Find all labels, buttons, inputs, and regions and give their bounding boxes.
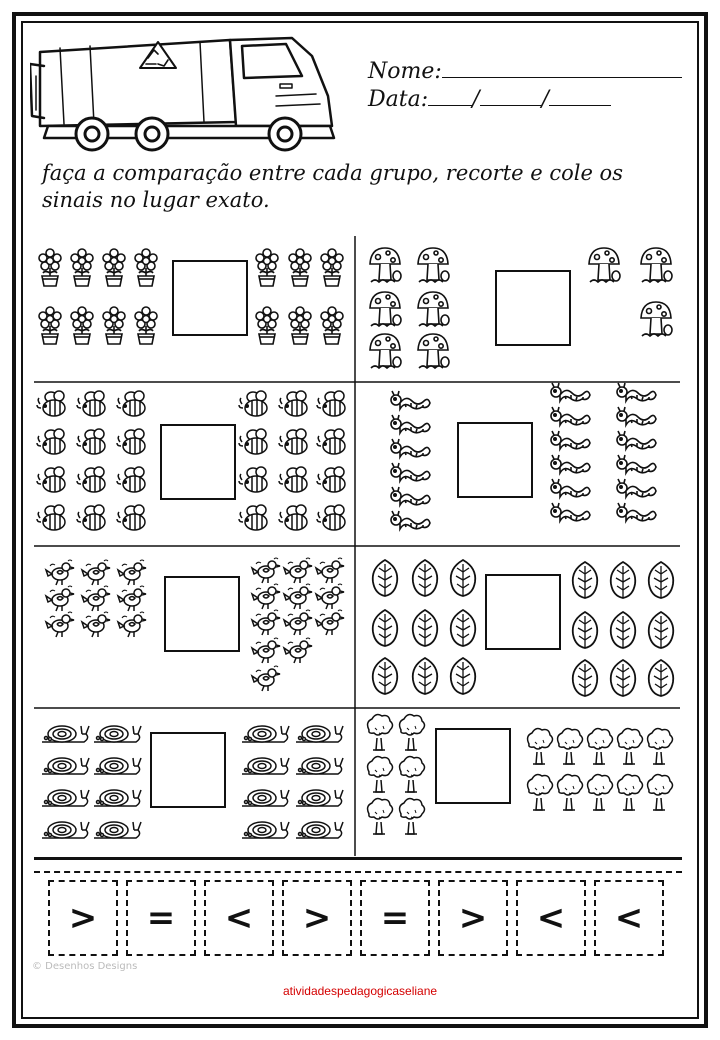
flower-pot-icons-left	[34, 236, 164, 366]
sign-symbol: <	[536, 898, 566, 938]
group-4-caterpillars	[355, 382, 680, 546]
tree-icons-right	[519, 708, 679, 856]
leaf-icons-left	[355, 546, 485, 708]
group-8-trees	[355, 708, 680, 856]
flower-pot-icons-right	[250, 236, 360, 366]
snail-icons-left	[34, 708, 146, 856]
answer-box-5[interactable]	[164, 576, 240, 652]
cutout-separator-line	[34, 857, 682, 860]
cut-line-dashed	[34, 871, 682, 873]
group-7-snails	[34, 708, 355, 856]
bee-icons-right	[236, 382, 356, 546]
cutout-sign-7[interactable]	[516, 880, 586, 956]
answer-box-6[interactable]	[485, 574, 561, 650]
group-5-birds	[34, 546, 355, 708]
cutout-sign-1[interactable]	[48, 880, 118, 956]
answer-box-8[interactable]	[435, 728, 511, 804]
cutout-sign-6[interactable]	[438, 880, 508, 956]
date-separator-2: /	[541, 87, 549, 112]
name-field[interactable]	[368, 58, 682, 86]
answer-box-2[interactable]	[495, 270, 571, 346]
sign-symbol: >	[68, 898, 98, 938]
watermark-text: atividadespedagogicaseliane	[282, 984, 438, 998]
student-info-fields	[368, 58, 682, 114]
date-month-blank[interactable]	[480, 87, 542, 106]
illustration-credit: © Desenhos Designs	[32, 961, 138, 972]
sign-symbol: <	[614, 898, 644, 938]
sign-symbol: =	[380, 898, 410, 938]
cutout-sign-5[interactable]	[360, 880, 430, 956]
instructions-text: faça a comparação entre cada grupo, recorte e cole os sinais no lugar exato.	[42, 161, 623, 212]
cutout-sign-4[interactable]	[282, 880, 352, 956]
sign-symbol: >	[302, 898, 332, 938]
date-separator-1: /	[472, 87, 480, 112]
cutout-sign-3[interactable]	[204, 880, 274, 956]
date-label: Data:	[368, 87, 429, 112]
name-label: Nome:	[368, 59, 442, 84]
caterpillar-icons-left	[355, 382, 455, 546]
date-day-blank[interactable]	[428, 87, 472, 106]
tree-icons-left	[355, 708, 435, 856]
answer-box-3[interactable]	[160, 424, 236, 500]
group-6-leaves	[355, 546, 680, 708]
mushroom-icons-left	[355, 236, 465, 382]
leaf-icons-right	[561, 546, 681, 708]
sign-symbol: >	[458, 898, 488, 938]
group-2-mushrooms	[355, 236, 680, 382]
bird-icons-right	[244, 546, 354, 708]
bird-icons-left	[34, 546, 158, 666]
group-1-flowers	[34, 236, 355, 382]
recycling-truck-illustration	[30, 26, 350, 154]
cutout-sign-2[interactable]	[126, 880, 196, 956]
mushroom-icons-right	[580, 236, 680, 382]
answer-box-4[interactable]	[457, 422, 533, 498]
bee-icons-left	[34, 382, 158, 546]
date-year-blank[interactable]	[549, 87, 611, 106]
caterpillar-icons-right	[541, 382, 681, 546]
snail-icons-right	[234, 708, 352, 856]
date-field[interactable]	[368, 86, 682, 114]
cutout-sign-8[interactable]	[594, 880, 664, 956]
answer-box-1[interactable]	[172, 260, 248, 336]
group-3-bees	[34, 382, 355, 546]
name-blank-line[interactable]	[442, 59, 682, 78]
sign-symbol: <	[224, 898, 254, 938]
answer-box-7[interactable]	[150, 732, 226, 808]
sign-symbol: =	[146, 898, 176, 938]
comparison-grid	[34, 236, 680, 856]
